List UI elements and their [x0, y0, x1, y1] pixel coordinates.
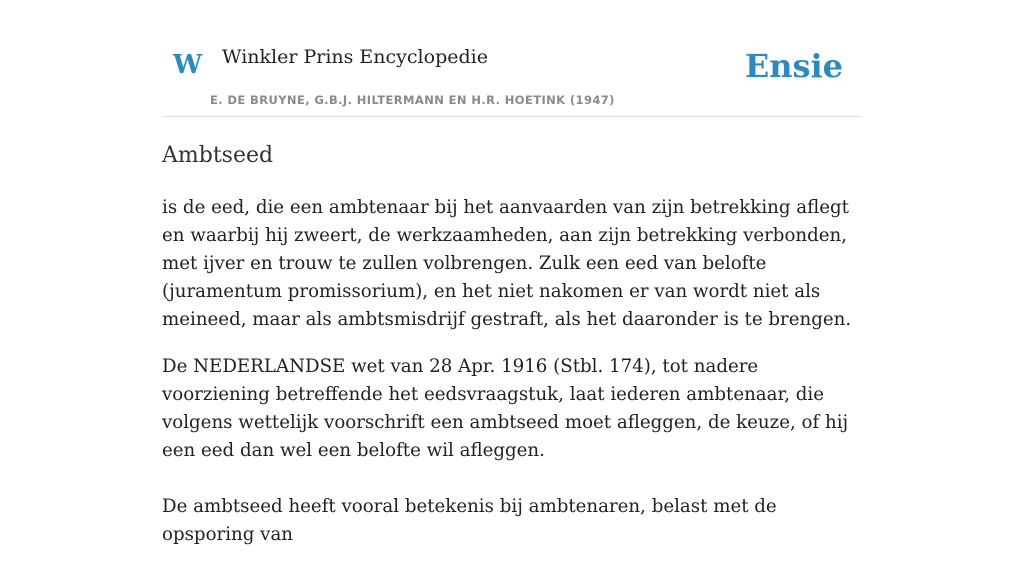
- ensie-logo-link[interactable]: Ensie: [744, 47, 843, 85]
- entry-body: [162, 194, 862, 549]
- entry-paragraph: De ambtseed heeft vooral betekenis bij ambtenaren, belast met de opsporing van: [162, 496, 777, 546]
- book-title[interactable]: Winkler Prins Encyclopedie: [222, 46, 488, 68]
- entry-paragraph: is de eed, die een ambtenaar bij het aanvaarden van zijn betrekking aflegt en waarbij hij zweert, de werkzaamheden, aan zijn betrekking verbonden, met ijver en trouw te zullen volbrengen. Zulk een eed van belofte (juramentum promissorium), en het niet nakomen er van wordt niet als meineed, maar als ambtsmisdrijf gestraft, als het daaronder is te brengen.: [162, 197, 852, 331]
- entry-paragraph: De NEDERLANDSE wet van 28 Apr. 1916 (Stbl. 174), tot nadere voorziening betreffende het eedsvraagstuk, laat iederen ambtenaar, die volgens wettelijk voorschrift een ambtseed moet afleggen, de keuze, of hij een eed dan wel een belofte wil afleggen.: [162, 356, 849, 462]
- header: [162, 0, 862, 117]
- entry-title: Ambtseed: [162, 143, 274, 168]
- book-authors: E. DE BRUYNE, G.B.J. HILTERMANN EN H.R. HOETINK (1947): [210, 93, 615, 107]
- page: [162, 0, 862, 568]
- winkler-prins-logo[interactable]: W: [173, 50, 203, 80]
